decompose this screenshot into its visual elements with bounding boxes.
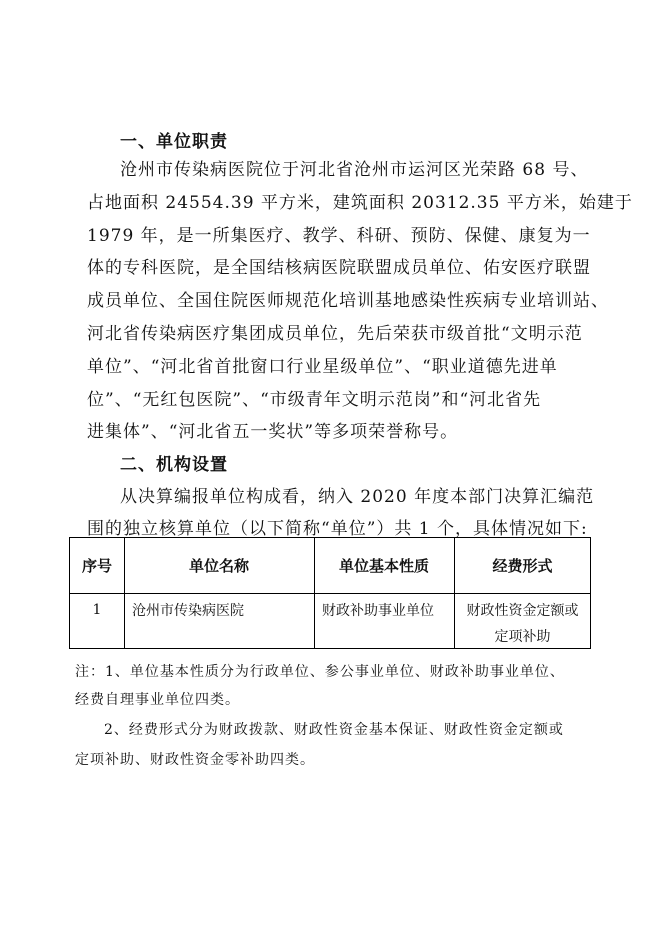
table-cell-funding-line2: 定项补助 [494,629,551,645]
paragraph-line: 河北省传染病医疗集团成员单位，先后荣获市级首批“文明示范 [87,324,583,344]
section-heading-responsibilities: 一、单位职责 [120,132,228,152]
column-header-index: 序号 [81,557,112,575]
table-cell-index: 1 [92,602,102,618]
paragraph-line: 从决算编报单位构成看，纳入 2020 年度本部门决算汇编范 [120,487,595,507]
paragraph-line: 单位”、“河北省首批窗口行业星级单位”、“职业道德先进单 [87,357,558,377]
note-line: 2、经费形式分为财政拨款、财政性资金基本保证、财政性资金定额或 [104,722,564,738]
table-cell-unit-name: 沧州市传染病医院 [132,603,244,619]
paragraph-line: 体的专科医院，是全国结核病医院联盟成员单位、佑安医疗联盟 [87,258,591,278]
column-header-funding-form: 经费形式 [492,557,553,575]
paragraph-line: 位”、“无红包医院”、“市级青年文明示范岗”和“河北省先 [87,390,542,410]
column-header-unit-name: 单位名称 [188,557,249,575]
note-line: 注：1、单位基本性质分为行政单位、参公事业单位、财政补助事业单位、 [75,664,565,680]
table-cell-unit-nature: 财政补助事业单位 [322,603,434,619]
unit-table [69,537,591,649]
paragraph-line: 1979 年，是一所集医疗、教学、科研、预防、保健、康复为一 [87,226,591,246]
section-heading-organization: 二、机构设置 [120,455,228,475]
paragraph-line: 围的独立核算单位（以下简称“单位”）共 1 个，具体情况如下: [87,519,588,539]
column-header-unit-nature: 单位基本性质 [338,557,429,575]
table-cell-funding-line1: 财政性资金定额或 [466,603,579,619]
paragraph-line: 成员单位、全国住院医师规范化培训基地感染性疾病专业培训站、 [87,291,609,311]
paragraph-line: 沧州市传染病医院位于河北省沧州市运河区光荣路 68 号、 [120,160,589,180]
paragraph-line: 占地面积 24554.39 平方米，建筑面积 20312.35 平方米，始建于 [87,193,633,213]
note-line: 定项补助、财政性资金零补助四类。 [75,752,315,768]
paragraph-line: 进集体”、“河北省五一奖状”等多项荣誉称号。 [87,422,459,442]
note-line: 经费自理事业单位四类。 [75,692,240,708]
